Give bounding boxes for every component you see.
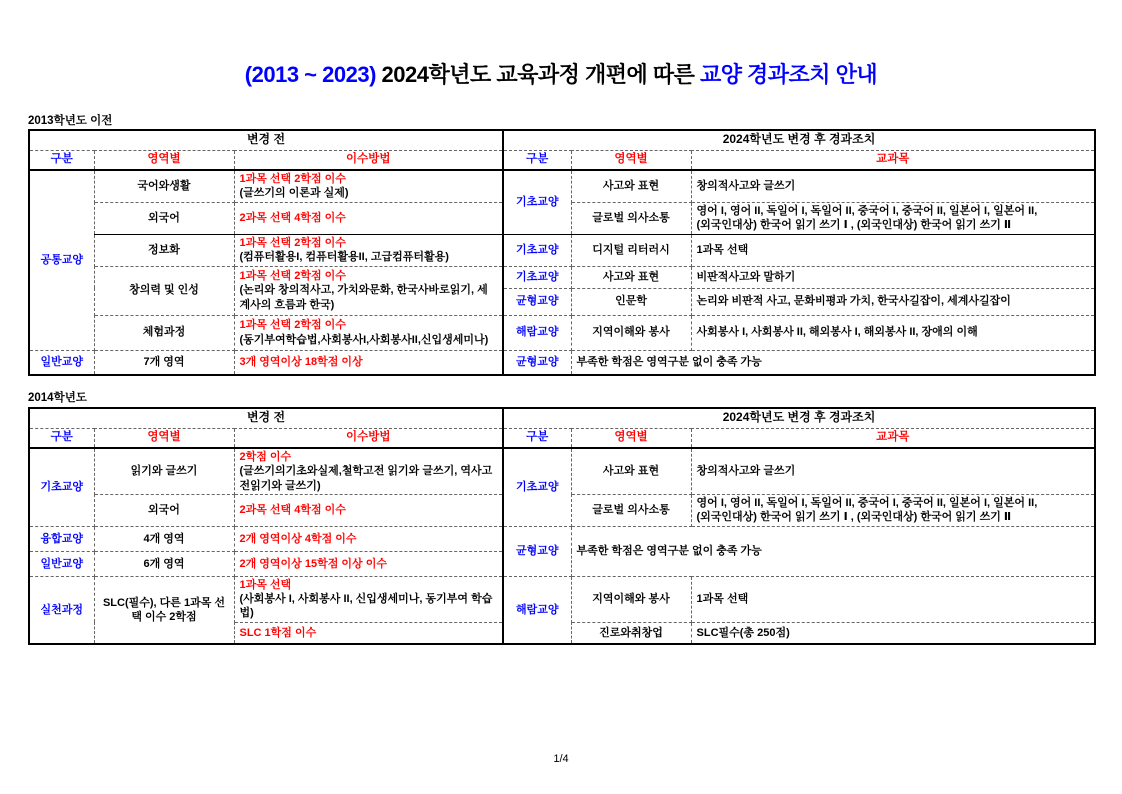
subject-cell: 비판적사고와 말하기 bbox=[691, 266, 1095, 288]
method-cell: 2개 영역이상 15학점 이상 이수 bbox=[234, 551, 503, 576]
method-note-text: (논리와 창의적사고, 가치와문화, 한국사바로읽기, 세계사의 흐름과 한국) bbox=[239, 284, 488, 311]
method-cell: 2개 영역이상 4학점 이수 bbox=[234, 526, 503, 551]
method-red-text: 1과목 선택 2학점 이수 bbox=[239, 319, 346, 332]
table1-label: 2013학년도 이전 bbox=[28, 115, 113, 127]
before-header: 변경 전 bbox=[29, 408, 503, 428]
table-row bbox=[29, 448, 1095, 494]
area-header: 영역별 bbox=[571, 428, 691, 448]
subject-header: 교과목 bbox=[691, 150, 1095, 170]
area-cell: 사고와 표현 bbox=[571, 170, 691, 202]
column-header-row bbox=[29, 428, 1095, 448]
method-note-text: (컴퓨터활용I, 컴퓨터활용II, 고급컴퓨터활용) bbox=[239, 251, 449, 264]
gubun-cell: 균형교양 bbox=[503, 288, 571, 315]
method-note-text: (동기부여학습법,사회봉사I,사회봉사II,신입생세미나) bbox=[239, 333, 489, 346]
subject-line1: 영어 I, 영어 II, 독일어 I, 독일어 II, 중국어 I, 중국어 II, 일본어 I, 일본어 II, bbox=[696, 204, 1038, 217]
method-cell bbox=[234, 170, 503, 202]
table-row bbox=[29, 350, 1095, 375]
subject-cell: 창의적사고와 글쓰기 bbox=[691, 170, 1095, 202]
method-red-text: 1과목 선택 bbox=[239, 578, 292, 591]
column-header-row bbox=[29, 150, 1095, 170]
gubun-cell: 실천과정 bbox=[29, 576, 94, 644]
area-cell: 사고와 표현 bbox=[571, 266, 691, 288]
gubun-cell: 균형교양 bbox=[503, 350, 571, 375]
area-cell: 6개 영역 bbox=[94, 551, 234, 576]
page-title-years: (2013 ~ 2023) bbox=[244, 62, 376, 87]
gubun-cell: 해람교양 bbox=[503, 315, 571, 350]
gubun-cell: 기초교양 bbox=[503, 234, 571, 266]
method-cell bbox=[234, 315, 503, 350]
method-header: 이수방법 bbox=[234, 150, 503, 170]
after-header: 2024학년도 변경 후 경과조치 bbox=[503, 130, 1095, 150]
table-2013 bbox=[28, 129, 1096, 376]
method-cell bbox=[234, 234, 503, 266]
area-cell: 읽기와 글쓰기 bbox=[94, 448, 234, 494]
page-title-notice: 교양 경과조치 안내 bbox=[699, 62, 878, 87]
gubun-cell: 기초교양 bbox=[29, 448, 94, 526]
after-header: 2024학년도 변경 후 경과조치 bbox=[503, 408, 1095, 428]
method-cell bbox=[234, 266, 503, 315]
area-cell: 지역이해와 봉사 bbox=[571, 576, 691, 622]
method-cell: 2과목 선택 4학점 이수 bbox=[234, 494, 503, 526]
table-row bbox=[29, 266, 1095, 288]
method-note-text: (글쓰기의기초와실제,철학고전 읽기와 글쓰기, 역사고전읽기와 글쓰기) bbox=[239, 465, 493, 492]
method-red-text: 1과목 선택 2학점 이수 bbox=[239, 173, 346, 185]
area-cell: 창의력 및 인성 bbox=[94, 266, 234, 315]
gubun-header: 구분 bbox=[503, 428, 571, 448]
subject-line2: (외국인대상) 한국어 읽기 쓰기 Ⅰ , (외국인대상) 한국어 읽기 쓰기 Ⅱ bbox=[696, 511, 1012, 524]
area-cell: 체험과정 bbox=[94, 315, 234, 350]
area-header: 영역별 bbox=[94, 428, 234, 448]
area-cell: 인문학 bbox=[571, 288, 691, 315]
method-note-text: (사회봉사 I, 사회봉사 II, 신입생세미나, 동기부여 학습법) bbox=[239, 593, 493, 620]
subject-cell bbox=[691, 494, 1095, 526]
area-cell: 글로벌 의사소통 bbox=[571, 494, 691, 526]
gubun-cell: 기초교양 bbox=[503, 170, 571, 234]
table-row bbox=[29, 576, 1095, 622]
table-row bbox=[29, 315, 1095, 350]
subject-cell: 사회봉사 I, 사회봉사 II, 해외봉사 I, 해외봉사 II, 장애의 이해 bbox=[691, 315, 1095, 350]
method-cell bbox=[234, 576, 503, 622]
method-note-text: (글쓰기의 이론과 실제) bbox=[239, 187, 349, 200]
area-cell: 국어와생활 bbox=[94, 170, 234, 202]
method-cell: SLC 1학점 이수 bbox=[234, 622, 503, 644]
gubun-cell: 공통교양 bbox=[29, 170, 94, 350]
subject-cell bbox=[691, 202, 1095, 234]
method-red-text: 2학점 이수 bbox=[239, 451, 292, 463]
subject-line1: 영어 I, 영어 II, 독일어 I, 독일어 II, 중국어 I, 중국어 II, 일본어 I, 일본어 II, bbox=[696, 497, 1038, 510]
area-cell: 정보화 bbox=[94, 234, 234, 266]
area-cell: 디지털 리터러시 bbox=[571, 234, 691, 266]
area-cell: 사고와 표현 bbox=[571, 448, 691, 494]
area-cell: 진로와취창업 bbox=[571, 622, 691, 644]
gubun-cell: 일반교양 bbox=[29, 350, 94, 375]
gubun-cell: 일반교양 bbox=[29, 551, 94, 576]
table-header-row bbox=[29, 408, 1095, 428]
table-header-row bbox=[29, 130, 1095, 150]
method-red-text: 1과목 선택 2학점 이수 bbox=[239, 236, 346, 249]
area-cell: 4개 영역 bbox=[94, 526, 234, 551]
gubun-cell: 균형교양 bbox=[503, 526, 571, 576]
area-cell: 글로벌 의사소통 bbox=[571, 202, 691, 234]
subject-cell: 부족한 학점은 영역구분 없이 충족 가능 bbox=[571, 526, 1095, 576]
area-cell: 외국어 bbox=[94, 202, 234, 234]
subject-cell: 1과목 선택 bbox=[691, 234, 1095, 266]
method-cell: 2과목 선택 4학점 이수 bbox=[234, 202, 503, 234]
subject-cell: 부족한 학점은 영역구분 없이 충족 가능 bbox=[571, 350, 1095, 375]
page-title-middle: 2024학년도 교육과정 개편에 따른 bbox=[375, 62, 700, 87]
gubun-header: 구분 bbox=[503, 150, 571, 170]
area-cell: 지역이해와 봉사 bbox=[571, 315, 691, 350]
method-cell bbox=[234, 448, 503, 494]
subject-cell: 창의적사고와 글쓰기 bbox=[691, 448, 1095, 494]
before-header: 변경 전 bbox=[29, 130, 503, 150]
subject-cell: 1과목 선택 bbox=[691, 576, 1095, 622]
area-header: 영역별 bbox=[571, 150, 691, 170]
method-red-text: 1과목 선택 2학점 이수 bbox=[239, 270, 346, 283]
table-row bbox=[29, 170, 1095, 202]
area-cell: 외국어 bbox=[94, 494, 234, 526]
subject-line2: (외국인대상) 한국어 읽기 쓰기 Ⅰ , (외국인대상) 한국어 읽기 쓰기 Ⅱ bbox=[696, 219, 1012, 232]
page-number: 1/4 bbox=[553, 753, 569, 765]
gubun-cell: 해람교양 bbox=[503, 576, 571, 644]
area-header: 영역별 bbox=[94, 150, 234, 170]
gubun-cell: 융합교양 bbox=[29, 526, 94, 551]
subject-cell: SLC필수(총 250점) bbox=[691, 622, 1095, 644]
area-cell: SLC(필수), 다른 1과목 선택 이수 2학점 bbox=[94, 576, 234, 644]
method-cell: 3개 영역이상 18학점 이상 bbox=[234, 350, 503, 375]
table-2014 bbox=[28, 407, 1096, 645]
table-row bbox=[29, 526, 1095, 551]
gubun-cell: 기초교양 bbox=[503, 266, 571, 288]
gubun-cell: 기초교양 bbox=[503, 448, 571, 526]
page-title bbox=[0, 58, 1122, 89]
table-row bbox=[29, 234, 1095, 266]
subject-cell: 논리와 비판적 사고, 문화비평과 가치, 한국사길잡이, 세계사길잡이 bbox=[691, 288, 1095, 315]
gubun-header: 구분 bbox=[29, 428, 94, 448]
subject-header: 교과목 bbox=[691, 428, 1095, 448]
area-cell: 7개 영역 bbox=[94, 350, 234, 375]
table2-label: 2014학년도 bbox=[28, 392, 87, 404]
gubun-header: 구분 bbox=[29, 150, 94, 170]
method-header: 이수방법 bbox=[234, 428, 503, 448]
